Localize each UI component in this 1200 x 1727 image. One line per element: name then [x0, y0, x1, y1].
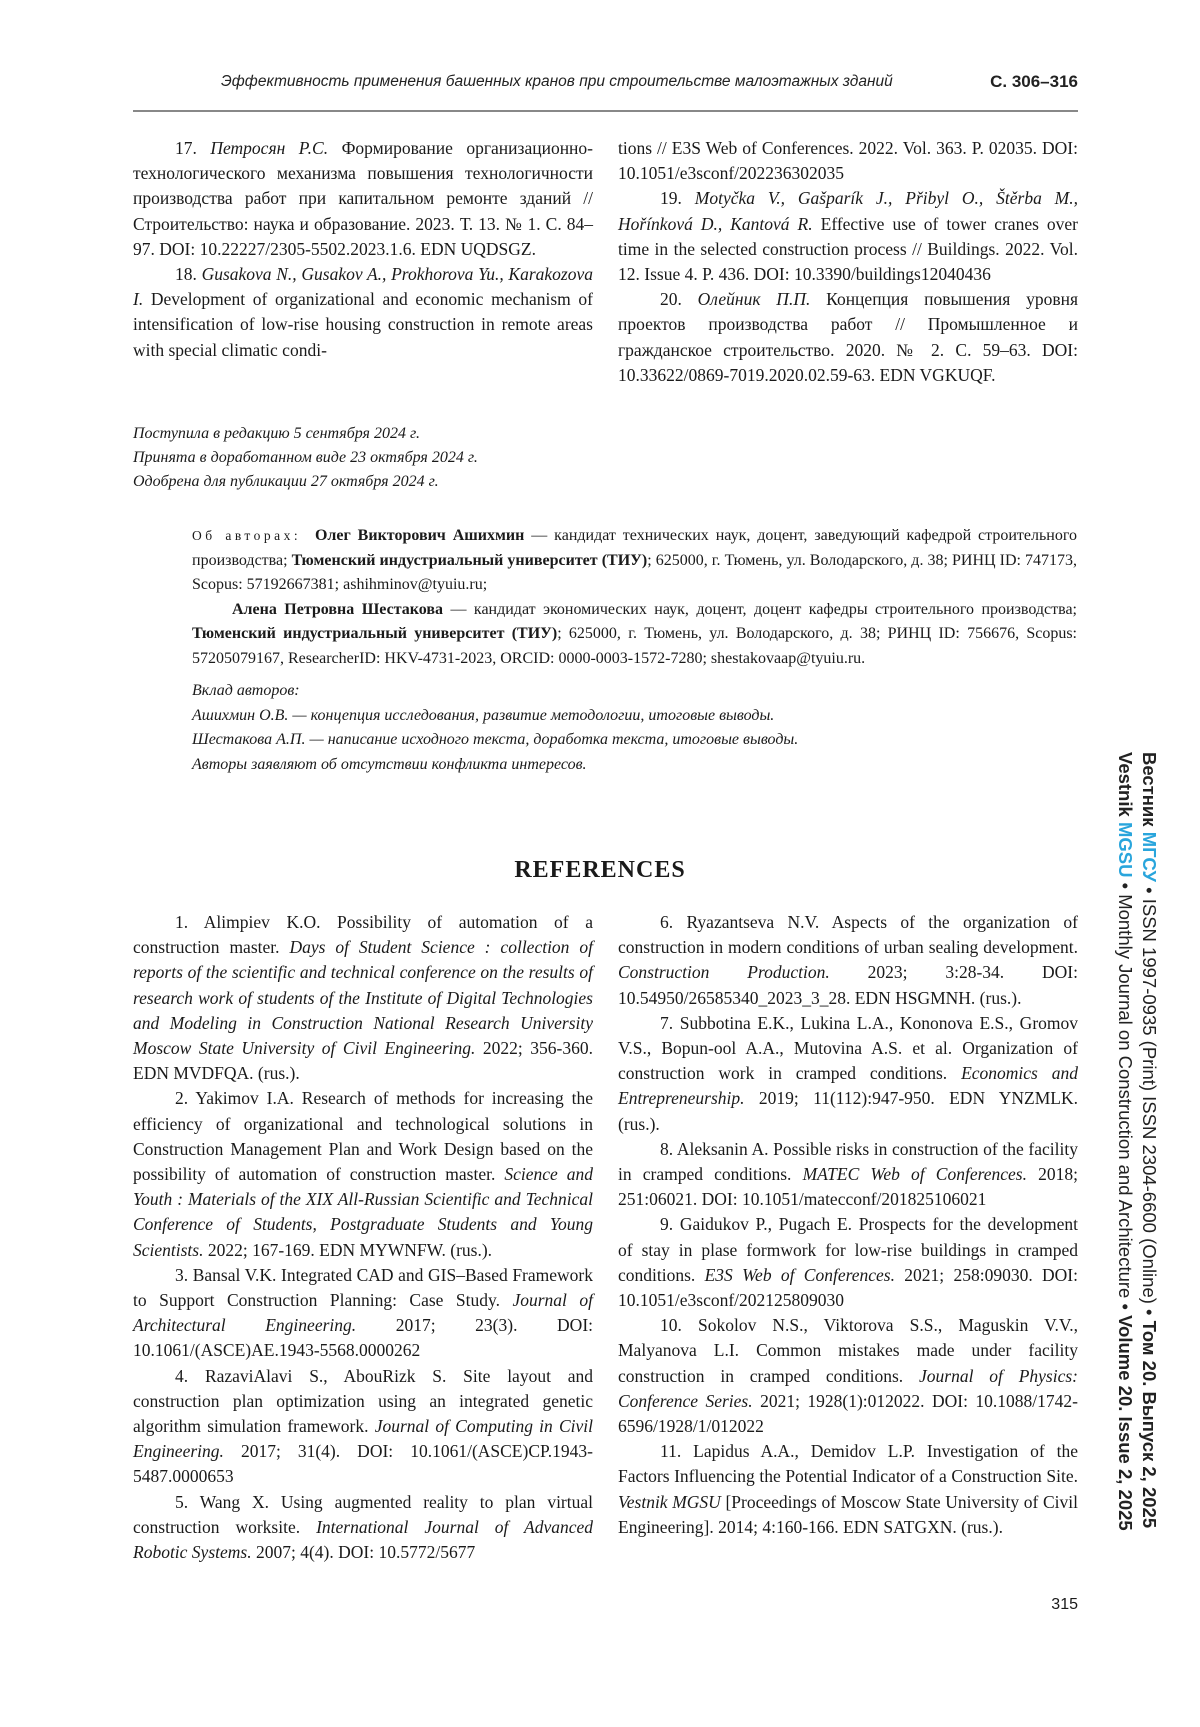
author-1-org: Тюменский индустриальный университет (ТИУ) [291, 551, 648, 569]
reference-en-9: 9. Gaidukov P., Pugach E. Prospects for the development of stay in plase formwork for low-rise buildings in cramped conditions. E3S Web of Conferences. 2021; 258:09030. DOI: 10.1051/e3sconf/202125809030 [618, 1214, 1078, 1311]
journal-side-band [1097, 752, 1177, 1592]
reference-item-17: 17. Петросян Р.С. Формирование организационно-технологического механизма повышения технологичности производства работ при капитальном ремонте зданий // Строительство: наука и образование. 2023. Т. 13. № 1. С. 84–97. DOI: 10.22227/2305-5502.2023.1.6. EDN UQDSGZ. [133, 138, 593, 259]
author-2: Алена Петровна Шестакова — кандидат экономических наук, доцент, доцент кафедры строительного производства; Тюменский индустриальный университет (ТИУ); 625000, г. Тюмень, ул. Володарского, д. 38; РИНЦ ID: 756676, Scopus: 57205079167, ResearcherID: HKV-4731-2023, ORCID: 0000-0003-1572-7280; shestakovaap@tyuiu.ru. [192, 600, 1078, 667]
date-approved: Одобрена для публикации 27 октября 2024 г. [133, 473, 439, 490]
about-authors [192, 524, 1077, 777]
reference-en-10: 10. Sokolov N.S., Viktorova S.S., Maguskin V.V., Malyanova L.I. Common mistakes made under facility construction in cramped conditions. Journal of Physics: Conference Series. 2021; 1928(1):012022. DOI: 10.1088/1742-6596/1928/1/012022 [618, 1315, 1079, 1437]
journal-line-ru: Вестник МГСУ • ISSN 1997-0935 (Print) ISSN 2304-6600 (Online) • Том 20. Выпуск 2, 2025 [1139, 752, 1160, 1529]
reference-en-6: 6. Ryazantseva N.V. Aspects of the organization of construction in modern conditions of urban sealing development. Construction Production. 2023; 3:28-34. DOI: 10.54950/26585340_2023_3_28. EDN HSGMNH. (rus.). [618, 912, 1079, 1008]
references-en-column-right [618, 910, 1078, 1540]
reference-en-4: 4. RazaviAlavi S., AbouRizk S. Site layout and construction plan optimization using an integrated genetic algorithm simulation framework. Journal of Computing in Civil Engineering. 2017; 31(4). DOI: 10.1061/(ASCE)CP.1943-5487.0000653 [133, 1365, 594, 1487]
submission-dates [133, 422, 733, 494]
journal-accent-en: MGSU [1115, 821, 1136, 878]
reference-item-20: 20. Олейник П.П. Концепция повышения уровня проектов производства работ // Промышленное и гражданское строительство. 2020. № 2. С. 59–63. DOI: 10.33622/0869-7019.2020.02.59-63. EDN VGKUQF. [618, 289, 1079, 385]
reference-column-left [133, 136, 593, 363]
contrib-title: Вклад авторов: [192, 682, 300, 699]
journal-accent-ru: МГСУ [1139, 831, 1160, 882]
contrib-line-1: Ашихмин О.В. — концепция исследования, развитие методологии, итоговые выводы. [192, 706, 775, 724]
reference-en-11: 11. Lapidus A.A., Demidov L.P. Investigation of the Factors Influencing the Potential Indicator of a Construction Site. Vestnik MGSU [Proceedings of Moscow State University of Civil Engineering]. 2014; 4:160-166. EDN SATGXN. (rus.). [618, 1441, 1079, 1537]
reference-item-19: 19. Motyčka V., Gašparík J., Přibyl O., Štěrba M., Hořínková D., Kantová R. Effective use of tower cranes over time in the selected construction process // Buildings. 2022. Vol. 12. Issue 4. P. 436. DOI: 10.3390/buildings12040436 [618, 188, 1079, 285]
conflict-statement: Авторы заявляют об отсутствии конфликта интересов. [192, 755, 587, 773]
references-en-column-left [133, 910, 593, 1565]
reference-en-8: 8. Aleksanin A. Possible risks in construction of the facility in cramped conditions. MATEC Web of Conferences. 2018; 251:06021. DOI: 10.1051/matecconf/201825106021 [618, 1138, 1078, 1210]
date-received: Поступила в редакцию 5 сентября 2024 г. [133, 425, 421, 442]
author-2-name: Алена Петровна Шестакова [232, 600, 443, 618]
header-rule [133, 110, 1078, 112]
journal-side-text [1113, 752, 1161, 1592]
author-1-name: Олег Викторович Ашихмин [314, 527, 525, 544]
about-label: Об авторах: [192, 528, 302, 543]
reference-en-2: 2. Yakimov I.A. Research of methods for increasing the efficiency of organizational and technological solutions in Construction Management Plan and Work Design based on the possibility of automation of construction master. Science and Youth : Materials of the XIX All-Russian Scientific and Technical Conference of Students, Postgraduate Students and Young Scientists. 2022; 167-169. EDN MYWNFW. (rus.). [133, 1088, 593, 1260]
reference-en-1: 1. Alimpiev K.O. Possibility of automation of a construction master. Days of Student Science : collection of reports of the scientific and technical conference on the results of research work of students of the Institute of Digital Technologies and Modeling in Construction National Research University Moscow State University of Civil Engineering. 2022; 356-360. EDN MVDFQA. (rus.). [133, 912, 593, 1084]
reference-item-18-continued: tions // E3S Web of Conferences. 2022. Vol. 363. P. 02035. DOI: 10.1051/e3sconf/202236302035 [618, 138, 1078, 184]
date-revised: Принята в доработанном виде 23 октября 2024 г. [133, 449, 478, 466]
author-2-org: Тюменский индустриальный университет (ТИУ) [192, 625, 558, 642]
author-1: Об авторах: Олег Викторович Ашихмин — кандидат технических наук, доцент, заведующий кафедрой строительного производства; Тюменский индустриальный университет (ТИУ); 625000, г. Тюмень, ул. Володарского, д. 38; РИНЦ ID: 747173, Scopus: 57192667381; ashihminov@tyuiu.ru; [192, 527, 1078, 593]
running-title: Эффективность применения башенных кранов при строительстве малоэтажных зданий [221, 73, 893, 90]
reference-column-right [618, 136, 1078, 388]
contrib-line-2: Шестакова А.П. — написание исходного текста, доработка текста, итоговые выводы. [192, 731, 799, 748]
reference-item-18: 18. Gusakova N., Gusakov A., Prokhorova Yu., Karakozova I. Development of organizational and economic mechanism of intensification of low-rise housing construction in remote areas with special climatic condi- [133, 264, 594, 360]
page-number: 315 [1051, 1596, 1078, 1613]
references-heading: REFERENCES [514, 857, 686, 883]
reference-en-5: 5. Wang X. Using augmented reality to plan virtual construction worksite. International Journal of Advanced Robotic Systems. 2007; 4(4). DOI: 10.5772/5677 [133, 1491, 594, 1563]
journal-line-en: Vestnik MGSU • Monthly Journal on Construction and Architecture • Volume 20. Issue 2, 2025 [1115, 752, 1136, 1531]
author-contributions [192, 679, 1077, 777]
reference-en-7: 7. Subbotina E.K., Lukina L.A., Kononova E.S., Gromov V.S., Bopun-ool A.A., Mutovina A.S. et al. Organization of construction work in cramped conditions. Economics and Entrepreneurship. 2019; 11(112):947-950. EDN YNZMLK. (rus.). [618, 1012, 1079, 1134]
reference-en-3: 3. Bansal V.K. Integrated CAD and GIS–Based Framework to Support Construction Planning: Case Study. Journal of Architectural Engineering. 2017; 23(3). DOI: 10.1061/(ASCE)AE.1943-5568.0000262 [133, 1264, 594, 1361]
page-range: С. 306–316 [990, 72, 1078, 91]
running-header [133, 72, 1078, 112]
